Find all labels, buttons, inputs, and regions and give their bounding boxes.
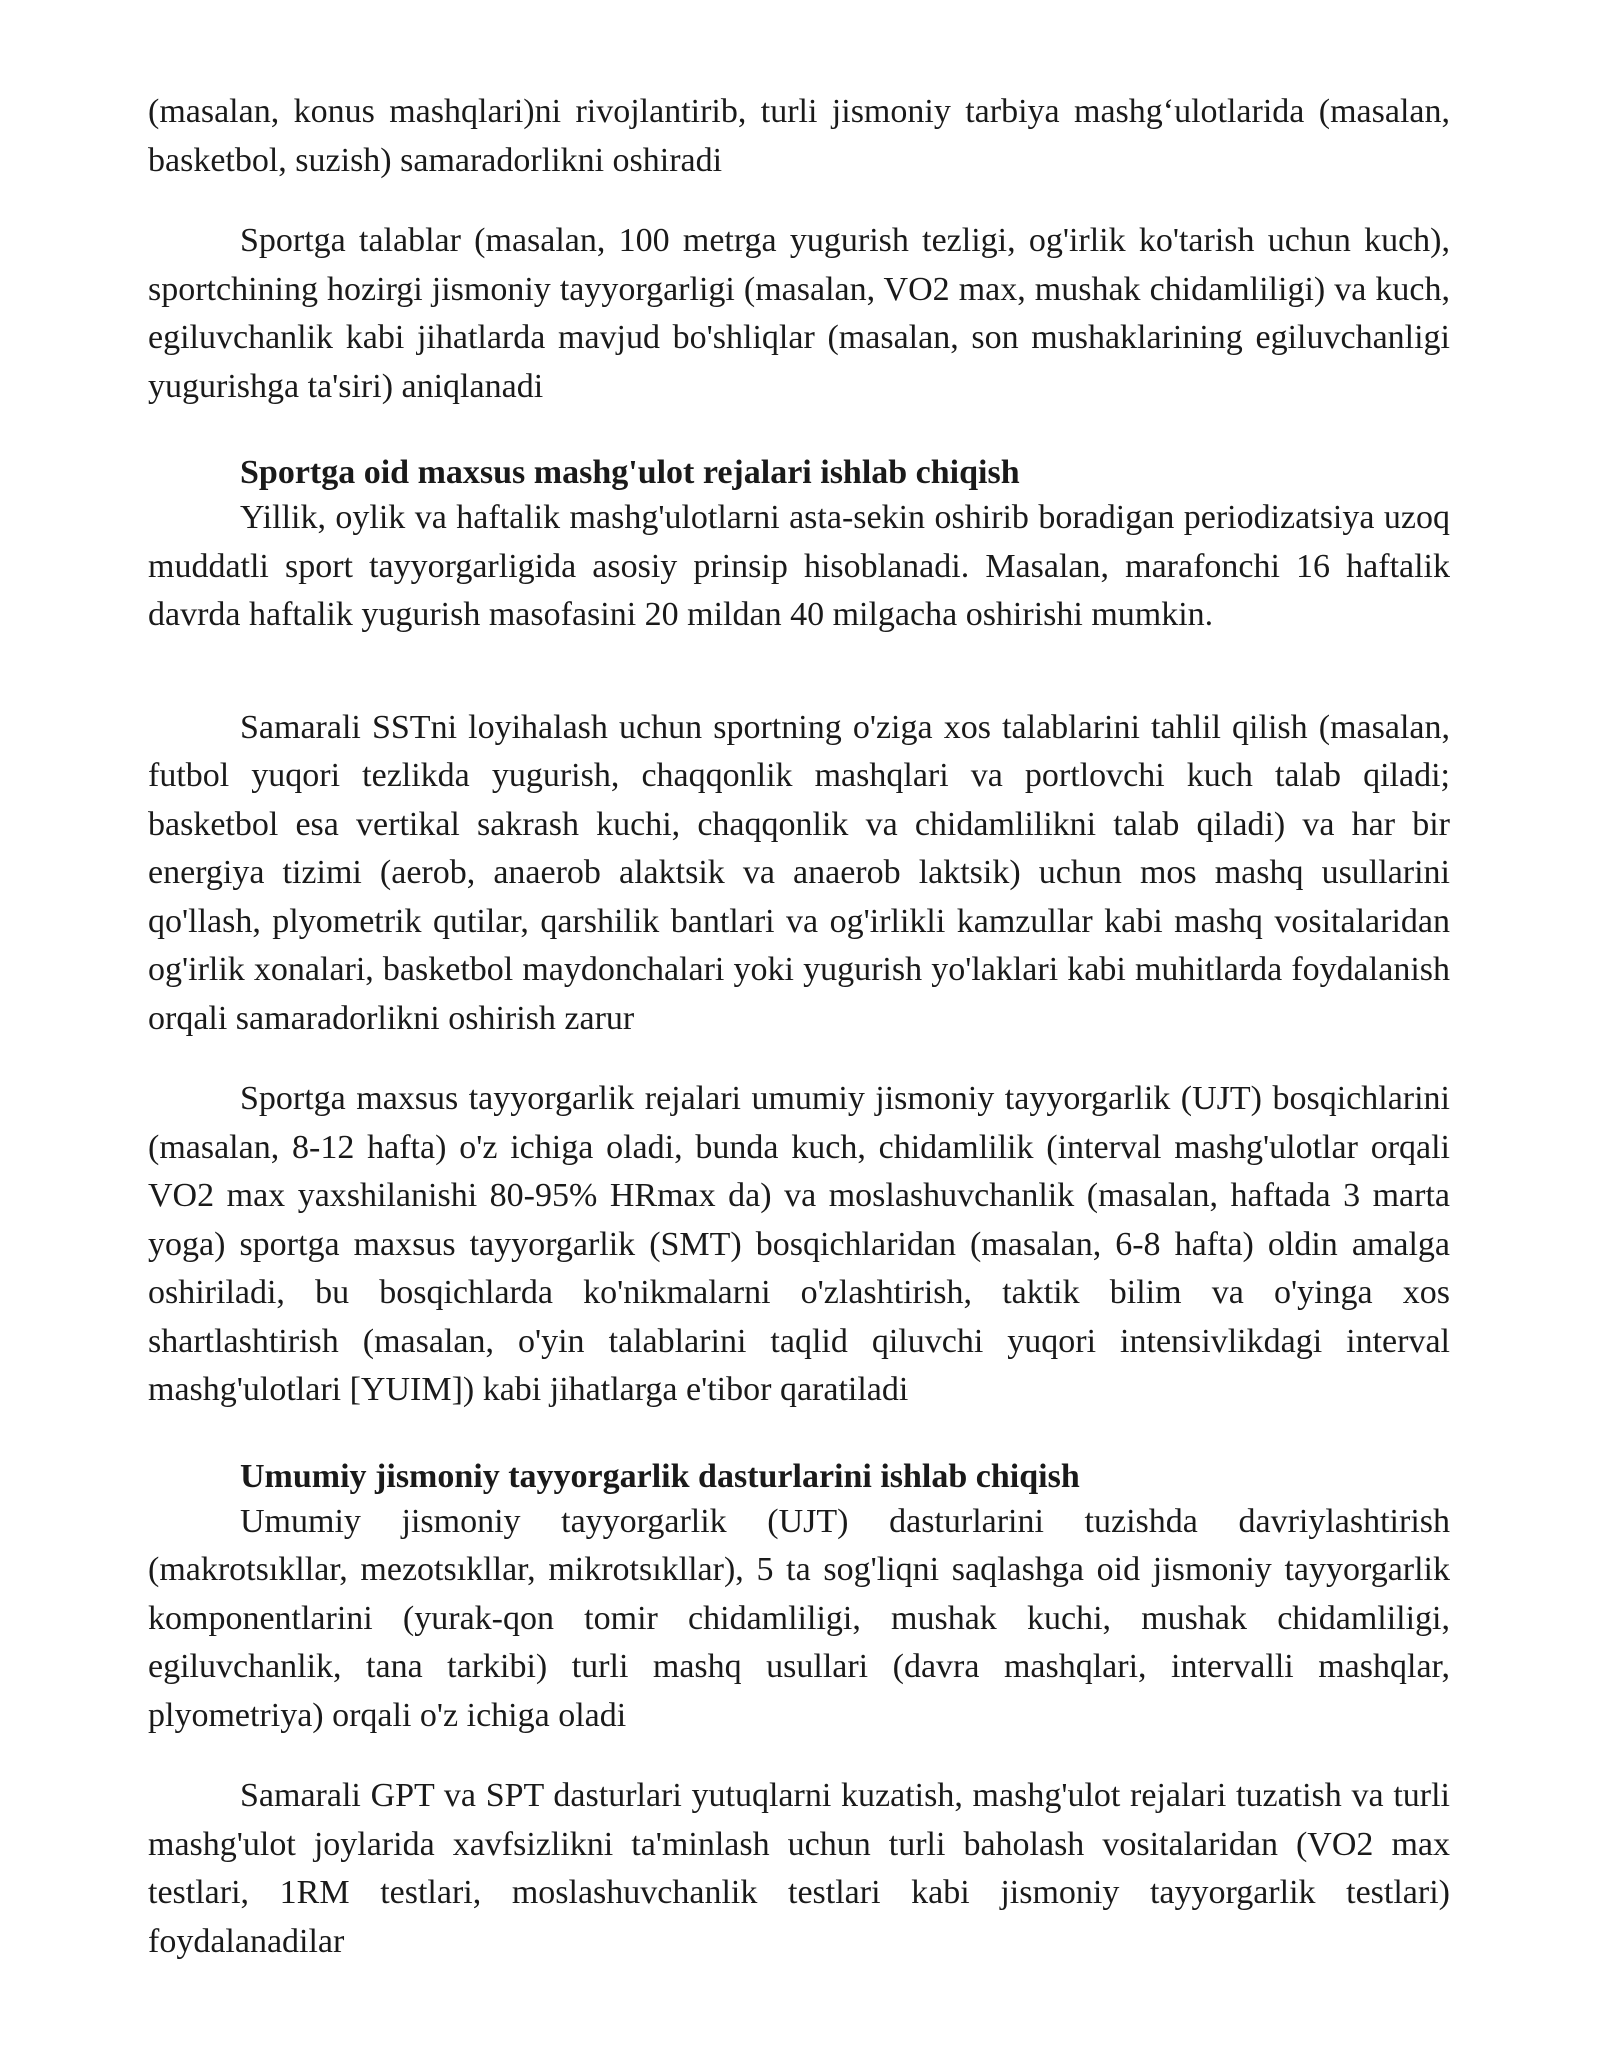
- section-heading-general-fitness: Umumiy jismoniy tayyorgarlik dasturlarini ishlab chiqish: [240, 1457, 1080, 1495]
- document-page: [148, 88, 1450, 1966]
- paragraph-assessment-tools: Samarali GPT va SPT dasturlari yutuqlarni kuzatish, mashg'ulot rejalari tuzatish va turli mashg'ulot joylarida xavfsizlikni ta'minlash uchun turli baholash vositalaridan (VO2 max testlari, 1RM testlari, moslashuvchanlik testlari kabi jismoniy tayyorgarlik testlari) foydalanadilar: [148, 1777, 1450, 1960]
- paragraph-periodization: Yillik, oylik va haftalik mashg'ulotlarni asta-sekin oshirib boradigan periodizatsiya uzoq muddatli sport tayyorgarligida asosiy prinsip hisoblanadi. Masalan, marafonchi 16 haftalik davrda haftalik yugurish masofasini 20 mildan 40 milgacha oshirishi mumkin.: [148, 499, 1450, 633]
- paragraph-smt-phases: Sportga maxsus tayyorgarlik rejalari umumiy jismoniy tayyorgarlik (UJT) bosqichlarini (masalan, 8-12 hafta) o'z ichiga oladi, bunda kuch, chidamlilik (interval mashg'ulotlar orqali VO2 max yaxshilanishi 80-95% HRmax da) va moslashuvchanlik (masalan, haftada 3 marta yoga) sportga maxsus tayyorgarlik (SMT) bosqichlaridan (masalan, 6-8 hafta) oldin amalga oshiriladi, bu bosqichlarda ko'nikmalarni o'zlashtirish, taktik bilim va o'yinga xos shartlashtirish (masalan, o'yin talablarini taqlid qiluvchi yuqori intensivlikdagi interval mashg'ulotlari [YUIM]) kabi jihatlarga e'tibor qaratiladi: [148, 1080, 1450, 1408]
- paragraph-sst-design: Samarali SSTni loyihalash uchun sportning o'ziga xos talablarini tahlil qilish (masalan, futbol yuqori tezlikda yugurish, chaqqonlik mashqlari va portlovchi kuch talab qiladi; basketbol esa vertikal sakrash kuchi, chaqqonlik va chidamlilikni talab qiladi) va har bir energiya tizimi (aerob, anaerob alaktsik va anaerob laktsik) uchun mos mashq usullarini qo'llash, plyometrik qutilar, qarshilik bantlari va og'irlikli kamzullar kabi mashq vositalaridan og'irlik xonalari, basketbol maydonchalari yoki yugurish yo'laklari kabi muhitlarda foydalanish orqali samaradorlikni oshirish zarur: [148, 708, 1450, 1037]
- paragraph-sport-requirements: Sportga talablar (masalan, 100 metrga yugurish tezligi, og'irlik ko'tarish uchun kuch), sportchining hozirgi jismoniy tayyorgarligi (masalan, VO2 max, mushak chidamliligi) va kuch, egiluvchanlik kabi jihatlarda mavjud bo'shliqlar (masalan, son mushaklarining egiluvchanligi yugurishga ta'siri) aniqlanadi: [148, 222, 1450, 405]
- section-heading-sport-specific: Sportga oid maxsus mashg'ulot rejalari ishlab chiqish: [240, 454, 1020, 491]
- paragraph-continuation: (masalan, konus mashqlari)ni rivojlantirib, turli jismoniy tarbiya mashg‘ulotlarida (masalan, basketbol, suzish) samaradorlikni oshiradi: [148, 93, 1450, 179]
- paragraph-ujt-programs: Umumiy jismoniy tayyorgarlik (UJT) dasturlarini tuzishda davriylashtirish (makrotsıkllar, mezotsıkllar, mikrotsıkllar), 5 ta sog'liqni saqlashga oid jismoniy tayyorgarlik komponentlarini (yurak-qon tomir chidamliligi, mushak kuchi, mushak chidamliligi, egiluvchanlik, tana tarkibi) turli mashq usullari (davra mashqlari, intervalli mashqlar, plyometriya) orqali o'z ichiga oladi: [148, 1502, 1450, 1734]
